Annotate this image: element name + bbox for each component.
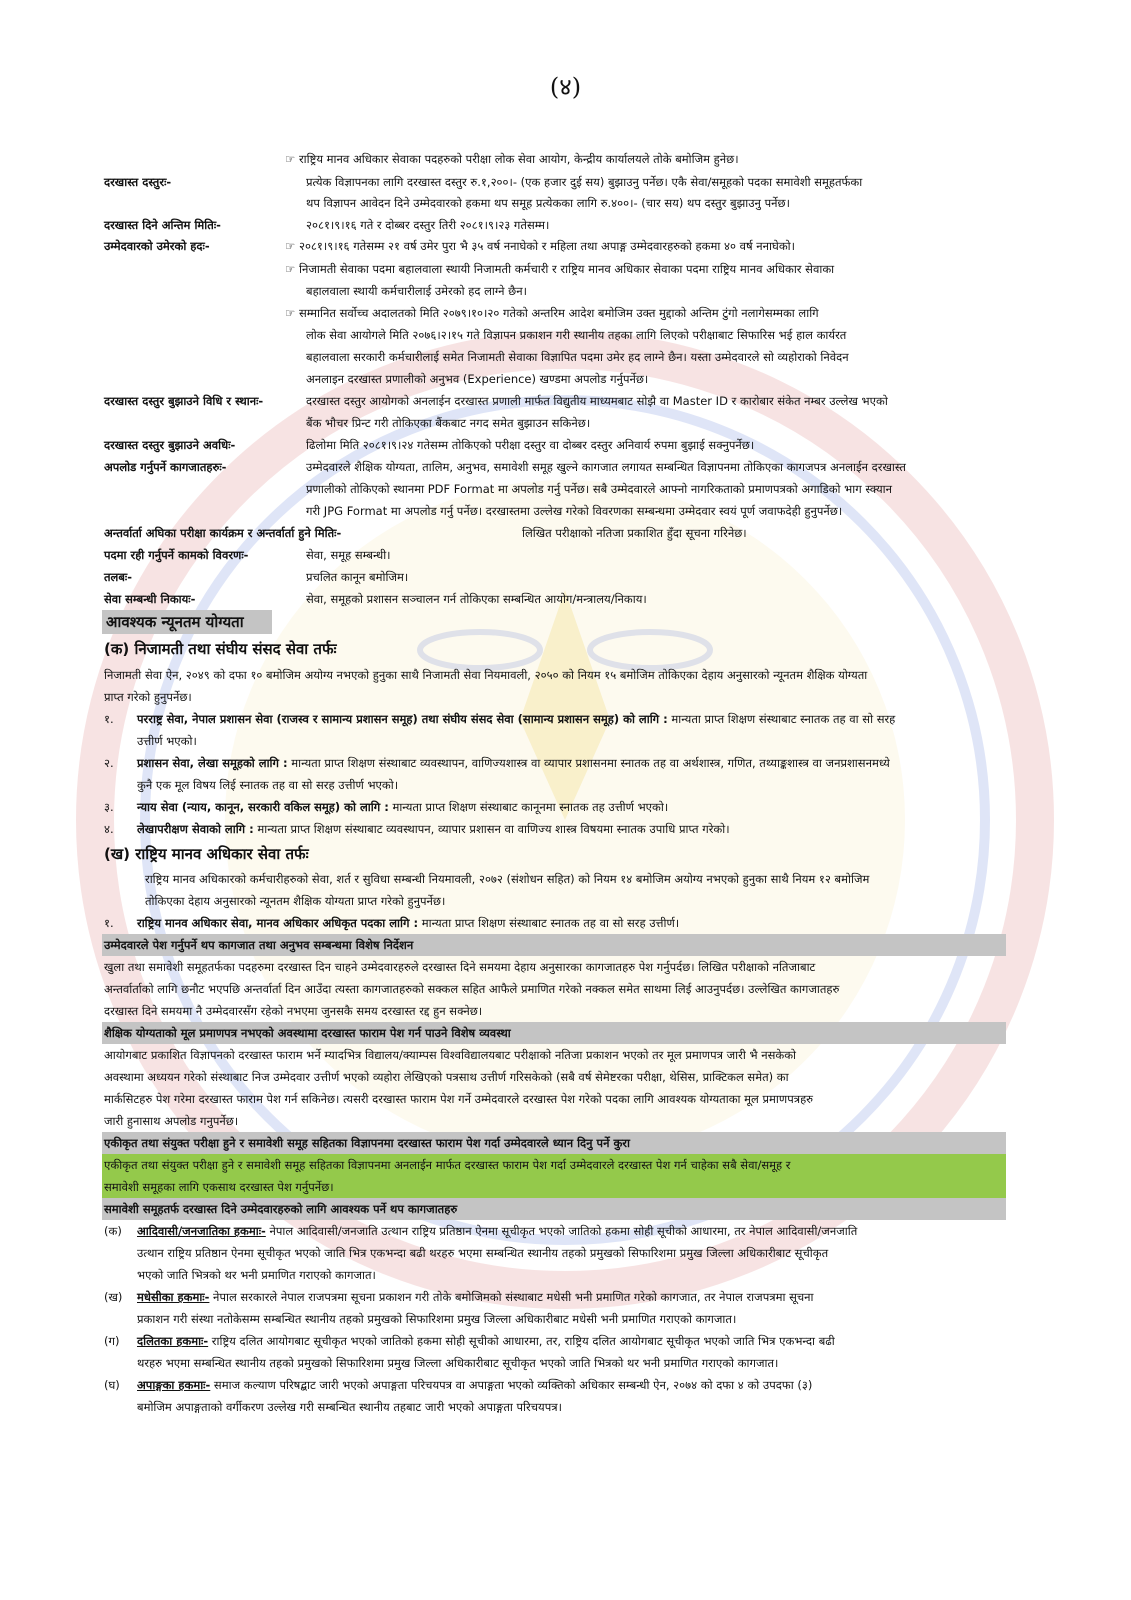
box4-item-kha-line-2: प्रकाशन गरी संस्था नतोकेसम्म सम्बन्धित स्थानीय तहको प्रमुखको सिफारिशमा प्रमुख जिल्ला अधिकारीबाट मधेसी भनी प्रमाणित गराएको कागजात।	[137, 1312, 737, 1326]
period-label: दरखास्त दस्तुर बुझाउने अवधिः-	[104, 438, 236, 452]
ka-item-3	[137, 796, 668, 818]
section-kha-para-1: राष्ट्रिय मानव अधिकारको कर्मचारीहरुको सेवा, शर्त र सुविधा सम्बन्धी नियमावली, २०७२ (संशोधन सहित) को नियम १४ बमोजिम अयोग्य नभएको हुनुका साथै नियम १२ बमोजिम	[145, 872, 870, 886]
box2-line-2: अवस्थामा अध्ययन गरेको संस्थाबाट निज उम्मेदवार उत्तीर्ण भएको व्यहोरा लेखिएको पत्रसाथ उत्तीर्ण गरिसकेको (सबै वर्ष सेमेष्टरका परीक्षा, थेसिस, प्राक्टिकल समेत) का	[104, 1070, 789, 1084]
box4-item-ka-line-2: उत्थान राष्ट्रिय प्रतिष्ठान ऐनमा सूचीकृत भएको जाति भित्र एकभन्दा बढी थरहरु भएमा सम्बन्धित स्थानीय तहको प्रमुखको सिफारिशमा प्रमुख जिल्ला अधिकारीबाट सूचीकृत	[137, 1246, 829, 1260]
last-date-text: २०८१।९।१६ गते र दोब्बर दस्तुर तिरी २०८१।९।२३ गतेसम्म।	[306, 218, 550, 232]
upload-line-1: उम्मेदवारले शैक्षिक योग्यता, तालिम, अनुभव, समावेशी समूह खुल्ने कागजात लगायत सम्बन्धित विज्ञापनमा तोकिएका कागजपत्र अनलाईन दरखास्त	[306, 460, 906, 474]
ka-item-1-num: १.	[104, 712, 114, 726]
age-bullet-2-line-2: बहालवाला स्थायी कर्मचारीलाई उमेरको हद लाग्ने छैन।	[306, 284, 527, 298]
kha-item-1-text: मान्यता प्राप्त शिक्षण संस्थाबाट स्नातक तह वा सो सरह उत्तीर्ण।	[418, 916, 680, 930]
age-bullet-3-line-2: लोक सेवा आयोगले मिति २०७६।२।१५ गते विज्ञापन प्रकाशन गरी स्थानीय तहका लागि लिएको परीक्षाबाट सिफारिस भई हाल कार्यरत	[306, 328, 847, 342]
ka-item-3-num: ३.	[104, 800, 114, 814]
box4-item-gha-line-2: बमोजिम अपाङ्गताको वर्गीकरण उल्लेख गरी सम्बन्धित स्थानीय तहबाट जारी भएको अपाङ्गता परिचयपत्र।	[137, 1400, 562, 1414]
fee-line-1: प्रत्येक विज्ञापनका लागि दरखास्त दस्तुर रु.१,२००।- (एक हजार दुई सय) बुझाउनु पर्नेछ। एकै सेवा/समूहको पदका समावेशी समूहतर्फका	[306, 175, 863, 189]
box1-line-2: अन्तर्वार्ताको लागि छनौट भएपछि अन्तर्वार्ता दिन आउँदा त्यस्ता कागजातहरुको सक्कल सहित आफैले प्रमाणित गरेको नक्कल समेत साथमा लिई आउनुपर्दछ। उल्लेखित कागजातहरु	[104, 982, 840, 996]
ka-item-2-num: २.	[104, 756, 114, 770]
period-text: ढिलोमा मिति २०८१।९।२४ गतेसम्म तोकिएको परीक्षा दस्तुर वा दोब्बर दस्तुर अनिवार्य रुपमा बुझाई सक्नुपर्नेछ।	[306, 438, 755, 452]
box1-line-3: दरखास्त दिने समयमा नै उम्मेदवारसँग रहेको नभएमा जुनसकै समय दरखास्त रद्द हुन सक्नेछ।	[104, 1004, 483, 1018]
box4-item-ga-line-2: थरहरु भएमा सम्बन्धित स्थानीय तहको प्रमुखको सिफारिशमा प्रमुख जिल्ला अधिकारीबाट सूचीकृत भएको जाति भित्रको थर भनी प्रमाणित गराएको कागजात।	[137, 1356, 779, 1370]
salary-text: प्रचलित कानून बमोजिम।	[306, 570, 409, 584]
section-kha-para-2: तोकिएका देहाय अनुसारको न्यूनतम शैक्षिक योग्यता प्राप्त गरेको हुनुपर्नेछ।	[145, 894, 446, 908]
section-ka-heading: (क) निजामती तथा संघीय संसद सेवा तर्फः	[104, 640, 337, 658]
ka-item-4	[137, 818, 730, 840]
box4-item-ga-title: दलितका हकमाः-	[137, 1334, 209, 1348]
fee-line-2: थप विज्ञापन आवेदन दिने उम्मेदवारको हकमा थप समूह प्रत्येकका लागि रु.४००।- (चार सय) थप दस्तुर बुझाउनु पर्नेछ।	[306, 196, 790, 210]
box4-item-ka	[137, 1220, 857, 1242]
kha-item-1-num: १.	[104, 916, 114, 930]
page-number: (४)	[549, 73, 582, 101]
duty-text: सेवा, समूह सम्बन्धी।	[306, 548, 391, 562]
duty-label: पदमा रही गर्नुपर्ने कामको विवरणः-	[104, 548, 249, 562]
last-date-label: दरखास्त दिने अन्तिम मितिः-	[104, 218, 221, 232]
box4-item-gha-title: अपाङ्गका हकमाः-	[137, 1378, 211, 1392]
box4-item-ka-num: (क)	[104, 1224, 122, 1238]
payment-label: दरखास्त दस्तुर बुझाउने विधि र स्थानः-	[104, 394, 264, 408]
section-kha-heading: (ख) राष्ट्रिय मानव अधिकार सेवा तर्फः	[104, 845, 309, 863]
ka-item-2-text: मान्यता प्राप्त शिक्षण संस्थाबाट व्यवस्थापन, वाणिज्यशास्त्र वा व्यापार प्रशासनमा स्नातक तह वा अर्थशास्त्र, गणित, तथ्याङ्कशास्त्र वा जनप्रशासनमध्ये	[287, 756, 890, 770]
ka-item-3-title: न्याय सेवा (न्याय, कानून, सरकारी वकिल समूह) को लागि :	[137, 800, 389, 814]
section-ka-para-2: प्राप्त गरेको हुनुपर्नेछ।	[104, 690, 192, 704]
box3-heading: एकीकृत तथा संयुक्त परीक्षा हुने र समावेशी समूह सहितका विज्ञापनमा दरखास्त फाराम पेश गर्दा उम्मेदवारले ध्यान दिनु पर्ने कुरा	[104, 1136, 630, 1150]
ka-item-3-text: मान्यता प्राप्त शिक्षण संस्थाबाट कानूनमा स्नातक तह उत्तीर्ण भएको।	[388, 800, 669, 814]
box4-item-gha-num: (घ)	[104, 1378, 120, 1392]
service-body-text: सेवा, समूहको प्रशासन सञ्चालन गर्न तोकिएका सम्बन्धित आयोग/मन्त्रालय/निकाय।	[306, 592, 647, 606]
age-bullet-3-line-1: ☞ सम्मानित सर्वोच्च अदालतको मिति २०७९।१०।२० गतेको अन्तरिम आदेश बमोजिम उक्त मुद्दाको अन्तिम टुंगो नलागेसम्मका लागि	[285, 306, 819, 320]
payment-line-1: दरखास्त दस्तुर आयोगको अनलाईन दरखास्त प्रणाली मार्फत विद्युतीय माध्यमबाट सोझै वा Master ID र कारोबार संकेत नम्बर उल्लेख भएको	[306, 394, 888, 408]
upload-line-3: गरी JPG Format मा अपलोड गर्नु पर्नेछ। दरखास्तमा उल्लेख गरेको विवरणका सम्बन्धमा उम्मेदवार स्वयं पूर्ण जवाफदेही हुनुपर्नेछ।	[306, 504, 843, 518]
ka-item-2	[137, 752, 890, 774]
fee-label: दरखास्त दस्तुरः-	[104, 175, 172, 189]
kha-item-1	[137, 912, 679, 934]
age-bullet-2-line-1: ☞ निजामती सेवाका पदमा बहालवाला स्थायी निजामती कर्मचारी र राष्ट्रिय मानव अधिकार सेवाका पदमा राष्ट्रिय मानव अधिकार सेवाका	[285, 262, 835, 276]
box4-item-gha-text: समाज कल्याण परिषद्बाट जारी भएको अपाङ्गता परिचयपत्र वा अपाङ्गता भएको व्यक्तिको अधिकार सम्बन्धी ऐन, २०७४ को दफा ४ को उपदफा (३)	[210, 1378, 813, 1392]
salary-label: तलबः-	[104, 570, 133, 584]
box2-heading: शैक्षिक योग्यताको मूल प्रमाणपत्र नभएको अवस्थामा दरखास्त फाराम पेश गर्न पाउने विशेष व्यवस्था	[104, 1026, 511, 1040]
upload-line-2: प्रणालीको तोकिएको स्थानमा PDF Format मा अपलोड गर्नु पर्नेछ। सबै उम्मेदवारले आफ्नो नागरिकताको प्रमाणपत्रको अगाडिको भाग स्क्यान	[306, 482, 893, 496]
section-ka-para-1: निजामती सेवा ऐन, २०४९ को दफा १० बमोजिम अयोग्य नभएको हुनुका साथै निजामती सेवा नियमावली, २०५० को नियम १५ बमोजिम तोकिएका देहाय अनुसारको न्यूनतम शैक्षिक योग्यता	[104, 668, 868, 682]
box2-line-4: जारी हुनासाथ अपलोड गनुपर्नेछ।	[104, 1114, 239, 1128]
interview-label: अन्तर्वार्ता अघिका परीक्षा कार्यक्रम र अन्तर्वार्ता हुने मितिः-	[104, 526, 342, 540]
upload-label: अपलोड गर्नुपर्ने कागजातहरुः-	[104, 460, 227, 474]
box1-heading: उम्मेदवारले पेश गर्नुपर्ने थप कागजात तथा अनुभव सम्बन्धमा विशेष निर्देशन	[104, 938, 414, 952]
box2-line-1: आयोगबाट प्रकाशित विज्ञापनको दरखास्त फाराम भर्ने म्यादभित्र विद्यालय/क्याम्पस विश्वविद्यालयबाट परीक्षाको नतिजा प्रकाशन भएको तर मूल प्रमाणपत्र जारी भै नसकेको	[104, 1048, 797, 1062]
min-qual-heading: आवश्यक न्यूनतम योग्यता	[106, 613, 244, 631]
ka-item-4-title: लेखापरीक्षण सेवाको लागि :	[137, 822, 254, 836]
age-bullet-3-line-4: अनलाइन दरखास्त प्रणालीको अनुभव (Experience) खण्डमा अपलोड गर्नुपर्नेछ।	[306, 372, 649, 386]
ka-item-1	[137, 708, 895, 730]
box4-item-ka-text: नेपाल आदिवासी/जनजाति उत्थान राष्ट्रिय प्रतिष्ठान ऐनमा सूचीकृत भएको जातिको हकमा सोही सूचीको आधारमा, तर नेपाल आदिवासी/जनजाति	[265, 1224, 858, 1238]
ka-item-1-text: मान्यता प्राप्त शिक्षण संस्थाबाट स्नातक तह वा सो सरह	[667, 712, 896, 726]
ka-item-4-num: ४.	[104, 822, 114, 836]
payment-line-2: बैंक भौचर प्रिन्ट गरी तोकिएका बैंकबाट नगद समेत बुझाउन सकिनेछ।	[306, 416, 591, 430]
ka-item-4-text: मान्यता प्राप्त शिक्षण संस्थाबाट व्यवस्थापन, व्यापार प्रशासन वा वाणिज्य शास्त्र विषयमा स्नातक उपाधि प्राप्त गरेको।	[253, 822, 730, 836]
box4-item-ga-text: राष्ट्रिय दलित आयोगबाट सूचीकृत भएको जातिको हकमा सोही सूचीको आधारमा, तर, राष्ट्रिय दलित आयोगबाट सूचीकृत भएको जाति भित्र एकभन्दा बढी	[208, 1334, 835, 1348]
box4-heading: समावेशी समूहतर्फ दरखास्त दिने उम्मेदवारहरुको लागि आवश्यक पर्ने थप कागजातहरु	[104, 1202, 458, 1216]
age-label: उम्मेदवारको उमेरको हदः-	[104, 239, 210, 253]
age-bullet-1: ☞ २०८१।९।१६ गतेसम्म २१ वर्ष उमेर पुरा भै ३५ वर्ष ननाघेको र महिला तथा अपाङ्ग उम्मेदवारहरुको हकमा ४० वर्ष ननाघेको।	[285, 239, 795, 253]
box2-line-3: मार्कसिटहरु पेश गरेमा दरखास्त फाराम पेश गर्न सकिनेछ। त्यसरी दरखास्त फाराम पेश गर्ने उम्मेदवारले दरखास्त पेश गरेको पदका लागि आवश्यक योग्यताका मूल प्रमाणपत्रहरु	[104, 1092, 814, 1106]
box1-line-1: खुला तथा समावेशी समूहतर्फका पदहरुमा दरखास्त दिन चाहने उम्मेदवारहरुले दरखास्त दिने समयमा देहाय अनुसारका कागजातहरु पेश गर्नुपर्दछ। लिखित परीक्षाको नतिजाबाट	[104, 960, 816, 974]
box4-item-ka-line-3: भएको जाति भित्रको थर भनी प्रमाणित गराएको कागजात।	[137, 1268, 376, 1282]
kha-item-1-title: राष्ट्रिय मानव अधिकार सेवा, मानव अधिकार अधिकृत पदका लागि :	[137, 916, 419, 930]
box4-item-ga	[137, 1330, 835, 1352]
ka-item-1-cont: उत्तीर्ण भएको।	[137, 734, 197, 748]
ka-item-2-title: प्रशासन सेवा, लेखा समूहको लागि :	[137, 756, 288, 770]
ka-item-1-title: परराष्ट्र सेवा, नेपाल प्रशासन सेवा (राजस्व र सामान्य प्रशासन समूह) तथा संघीय संसद सेवा (सामान्य प्रशासन समूह) को लागि :	[137, 712, 668, 726]
age-bullet-3-line-3: बहालवाला सरकारी कर्मचारीलाई समेत निजामती सेवाका विज्ञापित पदमा उमेर हद लाग्ने छैन। यस्ता उम्मेदवारले सो व्यहोराको निवेदन	[306, 350, 849, 364]
box4-item-kha	[137, 1286, 814, 1308]
box4-item-kha-text: नेपाल सरकारले नेपाल राजपत्रमा सूचना प्रकाशन गरी तोके बमोजिमको संस्थाबाट मधेसी भनी प्रमाणित गरेको कागजात, तर नेपाल राजपत्रमा सूचना	[209, 1290, 814, 1304]
box3-line-2: समावेशी समूहका लागि एकसाथ दरखास्त पेश गर्नुपर्नेछ।	[104, 1180, 334, 1194]
box3-line-1: एकीकृत तथा संयुक्त परीक्षा हुने र समावेशी समूह सहितका विज्ञापनमा अनलाईन मार्फत दरखास्त फाराम पेश गर्दा उम्मेदवारले दरखास्त पेश गर्न चाहेका सबै सेवा/समूह र	[104, 1158, 791, 1172]
box4-item-kha-title: मधेसीका हकमाः-	[137, 1290, 210, 1304]
service-body-label: सेवा सम्बन्धी निकायः-	[104, 592, 196, 606]
box4-item-ka-title: आदिवासी/जनजातिका हकमाः-	[137, 1224, 266, 1238]
intro-line: ☞ राष्ट्रिय मानव अधिकार सेवाका पदहरुको परीक्षा लोक सेवा आयोग, केन्द्रीय कार्यालयले तोके बमोजिम हुनेछ।	[285, 152, 739, 166]
interview-text: लिखित परीक्षाको नतिजा प्रकाशित हुँदा सूचना गरिनेछ।	[522, 526, 747, 540]
box4-item-gha	[137, 1374, 812, 1396]
ka-item-2-cont: कुनै एक मूल विषय लिई स्नातक तह वा सो सरह उत्तीर्ण भएको।	[137, 778, 399, 792]
box4-item-ga-num: (ग)	[104, 1334, 120, 1348]
box4-item-kha-num: (ख)	[104, 1290, 123, 1304]
